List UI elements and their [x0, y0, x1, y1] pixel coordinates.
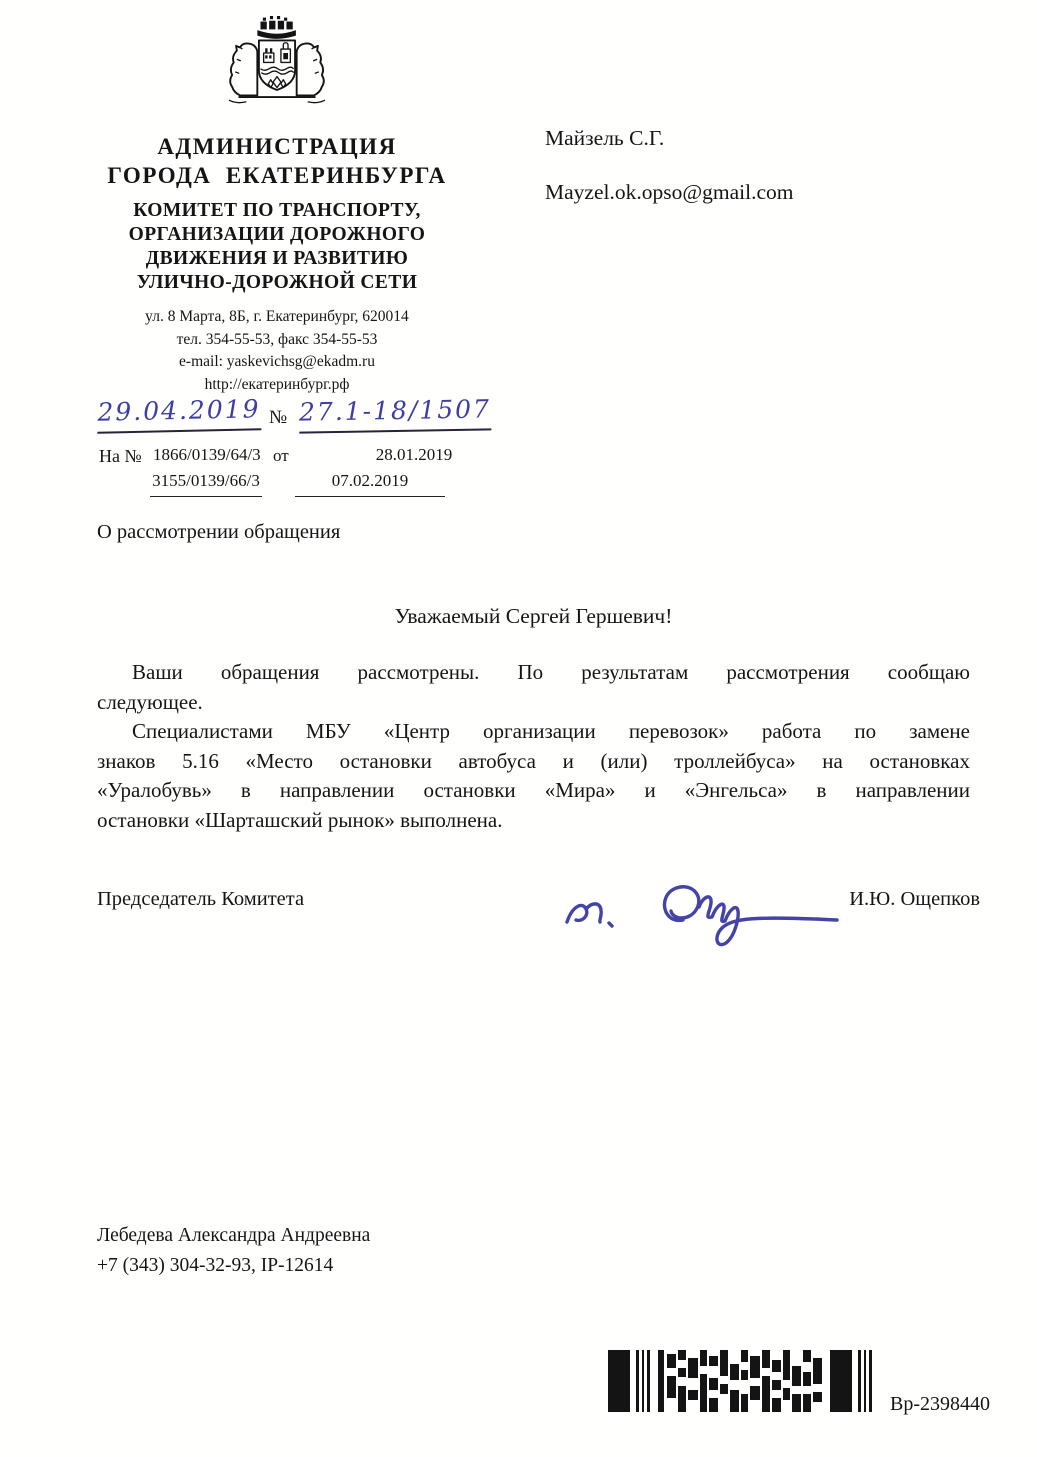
sable-supporter-icon — [297, 43, 324, 95]
org-name-line2: ГОРОДА ЕКАТЕРИНБУРГА — [107, 163, 447, 188]
incoming-date-2: 07.02.2019 — [295, 471, 445, 497]
coat-of-arms-emblem — [218, 12, 336, 116]
org-phone: тел. 354-55-53, факс 354-55-53 — [176, 330, 378, 348]
body-line: «Уралобувь» в направлении остановки «Мира» и «Энгельса» в направлении — [97, 778, 970, 802]
outgoing-date-handwritten: 29.04.2019 — [97, 392, 262, 433]
body-line: следующее. — [97, 689, 203, 714]
incoming-date-1: 28.01.2019 — [375, 445, 453, 464]
body-line: знаков 5.16 «Место остановки автобуса и (или) троллейбуса» на остановках — [97, 748, 970, 773]
executor-block — [97, 1221, 370, 1281]
committee-line: КОМИТЕТ ПО ТРАНСПОРТУ, — [133, 200, 421, 221]
signer-name: И.Ю. Ощепков — [849, 888, 980, 910]
letter-subject: О рассмотрении обращения — [97, 521, 341, 543]
recipient-email: Mayzel.ok.opso@gmail.com — [545, 180, 794, 204]
org-name-line1: АДМИНИСТРАЦИЯ — [157, 134, 397, 159]
body-line: Специалистами МБУ «Центр организации перевозок» работа по замене — [132, 719, 970, 743]
org-contact-block — [67, 306, 487, 396]
incoming-number-2: 3155/0139/66/3 — [150, 471, 262, 497]
reply-to-label: На № — [99, 446, 142, 466]
from-label: от — [273, 446, 289, 465]
org-email: e-mail: yaskevichsg@ekadm.ru — [179, 353, 375, 370]
committee-name — [67, 199, 487, 295]
barcode-label: Вр-2398440 — [890, 1393, 990, 1415]
crown-icon — [257, 16, 296, 39]
incoming-number-1: 1866/0139/64/3 — [153, 445, 261, 464]
committee-line: ОРГАНИЗАЦИИ ДОРОЖНОГО — [128, 224, 426, 245]
letter-body — [97, 658, 970, 835]
barcode-2d-region — [658, 1350, 822, 1412]
org-address: ул. 8 Марта, 8Б, г. Екатеринбург, 620014 — [145, 308, 409, 325]
letterhead — [67, 12, 487, 396]
druse-icon — [268, 77, 285, 88]
handwritten-signature-icon — [555, 858, 845, 963]
recipient-block — [545, 126, 794, 205]
body-line: остановки «Шарташский рынок» выполнена. — [97, 807, 503, 832]
outgoing-number-handwritten: 27.1-18/1507 — [299, 392, 492, 433]
executor-name: Лебедева Александра Андреевна — [97, 1225, 371, 1246]
barcode-icon — [608, 1350, 878, 1412]
signer-position: Председатель Комитета — [97, 888, 305, 910]
body-line: Ваши обращения рассмотрены. По результатам рассмотрения сообщаю — [132, 660, 970, 684]
number-sign-label: № — [269, 407, 288, 428]
recipient-name: Майзель С.Г. — [545, 126, 665, 150]
letter-greeting: Уважаемый Сергей Гершевич! — [394, 604, 673, 628]
reference-block — [97, 394, 527, 506]
org-website: http://екатеринбург.рф — [204, 375, 350, 393]
bear-supporter-icon — [230, 43, 257, 95]
executor-phone: +7 (343) 304-32-93, IP-12614 — [97, 1255, 334, 1276]
committee-line: УЛИЧНО-ДОРОЖНОЙ СЕТИ — [136, 272, 418, 293]
committee-line: ДВИЖЕНИЯ И РАЗВИТИЮ — [145, 248, 409, 269]
mine-furnace-icon — [264, 43, 291, 63]
